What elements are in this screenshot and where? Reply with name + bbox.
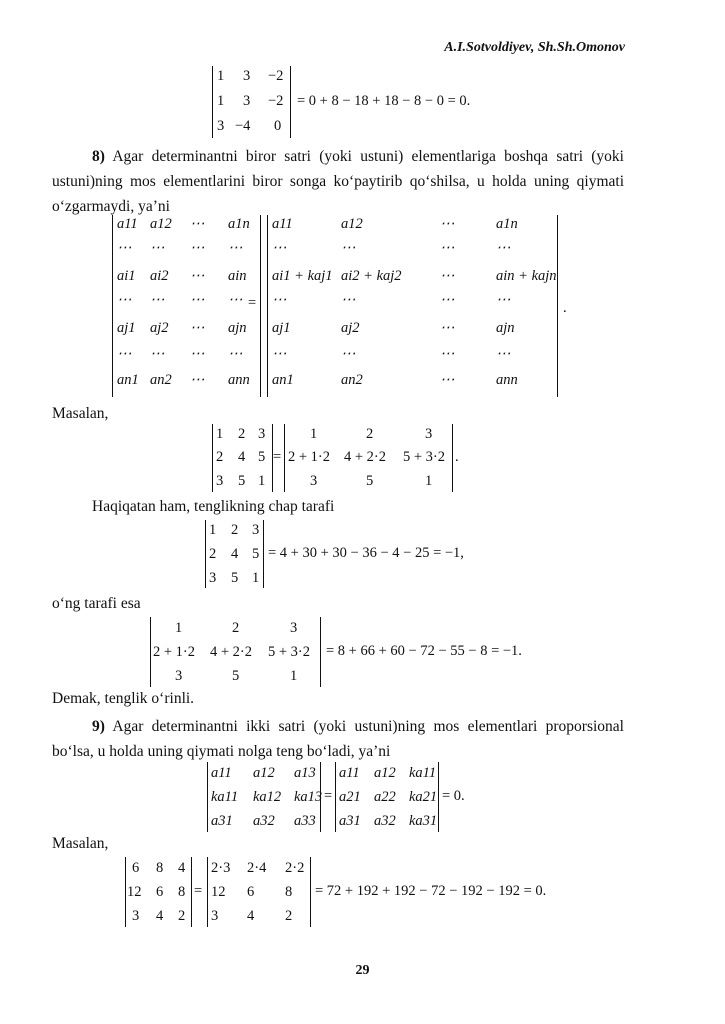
matrix-cell: a1n <box>496 216 518 232</box>
matrix-cell: a11 <box>211 765 232 781</box>
matrix-cell: ⋯ <box>228 346 243 362</box>
matrix-cell: 3 <box>209 570 217 586</box>
matrix-cell: 3 <box>132 908 140 924</box>
matrix-cell: ⋯ <box>190 240 205 256</box>
matrix-cell: 3 <box>211 908 219 924</box>
page-number: 29 <box>355 963 370 978</box>
matrix-cell: 4 <box>156 908 164 924</box>
matrix-cell: ⋯ <box>496 346 511 362</box>
matrix-cell: 1 <box>175 620 183 636</box>
matrix-cell: ka31 <box>409 813 438 829</box>
matrix-cell: 4 <box>247 908 255 924</box>
matrix-cell: 3 <box>216 473 224 489</box>
matrix-cell: a12 <box>374 765 396 781</box>
matrix-cell: ⋯ <box>190 268 205 284</box>
matrix-cell: 2·3 <box>211 860 231 876</box>
matrix-cell: a33 <box>294 813 316 829</box>
matrix-cell: ⋯ <box>190 320 205 336</box>
matrix-cell: 12 <box>127 884 142 900</box>
matrix-cell: 3 <box>252 522 260 538</box>
matrix-cell: 6 <box>132 860 140 876</box>
matrix-cell: 4 <box>238 449 246 465</box>
matrix-cell: ann <box>228 372 250 388</box>
matrix-cell: ai1 + kaj1 <box>272 268 333 284</box>
matrix-cell: 5 <box>252 546 260 562</box>
matrix-cell: 12 <box>211 884 226 900</box>
matrix-cell: ⋯ <box>150 240 165 256</box>
running-header: A.I.Sotvoldiyev, Sh.Sh.Omonov <box>444 40 625 55</box>
matrix-cell: ⋯ <box>440 216 455 232</box>
matrix-cell: ⋯ <box>190 346 205 362</box>
matrix-cell: 3 <box>425 426 433 442</box>
equals-sign: = <box>194 883 203 899</box>
matrix-cell: ain + kajn <box>496 268 557 284</box>
matrix-cell: 3 <box>243 68 251 84</box>
matrix-cell: ⋯ <box>117 292 132 308</box>
matrix-cell: 3 <box>217 118 225 134</box>
matrix-cell: −4 <box>235 118 251 134</box>
matrix-cell: 5 <box>231 570 239 586</box>
matrix-cell: 2 <box>285 908 293 924</box>
matrix-cell: ⋯ <box>150 346 165 362</box>
property-text: Agar determinantni ikki satri (yoki ustuni)ning mos elementlari proporsional bo‘lsa, u holda uning qiymati nolga teng bo‘ladi, ya’ni <box>52 718 624 760</box>
property-number: 9) <box>92 718 105 735</box>
matrix-cell: aj1 <box>272 320 291 336</box>
matrix-cell: ⋯ <box>440 320 455 336</box>
ong-tarafi-line: o‘ng tarafi esa <box>52 595 141 612</box>
matrix-cell: 8 <box>285 884 293 900</box>
example9-result: = 72 + 192 + 192 − 72 − 192 − 192 = 0. <box>315 883 547 899</box>
equals-sign: = <box>273 449 282 465</box>
matrix-cell: 5 + 3·2 <box>403 449 446 465</box>
matrix-cell: 6 <box>156 884 164 900</box>
matrix-cell: ⋯ <box>228 292 243 308</box>
matrix-cell: 1 <box>258 473 266 489</box>
matrix-cell: 8 <box>178 884 186 900</box>
matrix-cell: 2·4 <box>247 860 267 876</box>
matrix-cell: ⋯ <box>190 292 205 308</box>
matrix-cell: a13 <box>294 765 316 781</box>
matrix-cell: a21 <box>339 789 361 805</box>
matrix-cell: ⋯ <box>272 346 287 362</box>
general-determinant-right <box>267 215 559 397</box>
matrix-cell: ⋯ <box>190 216 205 232</box>
matrix-cell: a31 <box>211 813 233 829</box>
matrix-cell: aj2 <box>341 320 360 336</box>
matrix-cell: 2 <box>238 426 246 442</box>
property-text: Agar determinantni biror satri (yoki ustuni) elementlariga boshqa satri (yoki ustuni)ning mos elementlarini biror songa ko‘paytirib qo‘shilsa, u holda uning qiymati o‘zgarmaydi, ya’ni <box>52 148 624 215</box>
matrix-cell: 8 <box>156 860 164 876</box>
matrix-cell: ⋯ <box>117 240 132 256</box>
matrix-cell: ⋯ <box>440 268 455 284</box>
period: . <box>563 300 567 316</box>
matrix-cell: 2 <box>232 620 240 636</box>
matrix-cell: 5 <box>232 668 240 684</box>
matrix-cell: 4 <box>178 860 186 876</box>
matrix-cell: 1 <box>425 473 433 489</box>
matrix-cell: ⋯ <box>150 292 165 308</box>
matrix-cell: 4 + 2·2 <box>210 644 253 660</box>
matrix-cell: ka21 <box>409 789 438 805</box>
matrix-cell: 2 + 1·2 <box>153 644 196 660</box>
matrix-cell: a1n <box>228 216 250 232</box>
matrix-cell: ai1 <box>117 268 136 284</box>
matrix-cell: 5 + 3·2 <box>268 644 311 660</box>
matrix-cell: ajn <box>228 320 247 336</box>
matrix-cell: 1 <box>217 68 225 84</box>
matrix-cell: −2 <box>268 93 284 109</box>
matrix-cell: 3 <box>243 93 251 109</box>
property-number: 8) <box>92 148 105 165</box>
matrix-cell: 3 <box>258 426 266 442</box>
matrix-cell: ⋯ <box>341 292 356 308</box>
matrix-cell: −2 <box>268 68 284 84</box>
matrix-cell: 0 <box>274 118 282 134</box>
matrix-cell: ⋯ <box>341 240 356 256</box>
matrix-cell: a11 <box>272 216 293 232</box>
matrix-cell: 3 <box>310 473 318 489</box>
matrix-cell: a11 <box>339 765 360 781</box>
matrix-cell: ka11 <box>211 789 239 805</box>
matrix-cell: 1 <box>209 522 217 538</box>
matrix-cell: ai2 <box>150 268 169 284</box>
equals-sign: = <box>248 295 257 311</box>
matrix-cell: 1 <box>217 93 225 109</box>
matrix-cell: 1 <box>216 426 224 442</box>
matrix-cell: 3 <box>175 668 183 684</box>
matrix-cell: 1 <box>310 426 318 442</box>
equation-result: = 0 + 8 − 18 + 18 − 8 − 0 = 0. <box>297 93 471 109</box>
matrix-cell: 5 <box>366 473 374 489</box>
matrix-cell: ⋯ <box>117 346 132 362</box>
matrix-cell: ai2 + kaj2 <box>341 268 402 284</box>
matrix-cell: ⋯ <box>228 240 243 256</box>
equals-sign: = <box>324 788 333 804</box>
matrix-cell: 2 <box>216 449 224 465</box>
matrix-cell: aj2 <box>150 320 169 336</box>
masalan-label-2: Masalan, <box>52 835 109 852</box>
matrix-cell: 4 <box>231 546 239 562</box>
matrix-cell: 5 <box>238 473 246 489</box>
left-side-result: = 4 + 30 + 30 − 36 − 4 − 25 = −1, <box>268 545 464 561</box>
matrix-cell: a12 <box>150 216 172 232</box>
matrix-cell: ⋯ <box>440 372 455 388</box>
matrix-cell: 3 <box>290 620 298 636</box>
matrix-cell: 1 <box>290 668 298 684</box>
right-side-result: = 8 + 66 + 60 − 72 − 55 − 8 = −1. <box>326 643 522 659</box>
matrix-cell: ⋯ <box>440 292 455 308</box>
demak-line: Demak, tenglik o‘rinli. <box>52 690 195 707</box>
matrix-cell: a12 <box>341 216 363 232</box>
matrix-cell: a12 <box>253 765 275 781</box>
matrix-cell: ann <box>496 372 518 388</box>
matrix-cell: ⋯ <box>341 346 356 362</box>
matrix-cell: ka12 <box>253 789 282 805</box>
matrix-cell: ⋯ <box>272 292 287 308</box>
matrix-cell: a31 <box>339 813 361 829</box>
matrix-cell: a22 <box>374 789 396 805</box>
matrix-cell: ⋯ <box>496 240 511 256</box>
matrix-cell: ⋯ <box>440 346 455 362</box>
matrix-cell: 4 + 2·2 <box>344 449 387 465</box>
matrix-cell: an1 <box>272 372 294 388</box>
masalan-label: Masalan, <box>52 405 109 422</box>
matrix-cell: a32 <box>374 813 396 829</box>
matrix-cell: 5 <box>258 449 266 465</box>
general9-result: = 0. <box>442 788 465 804</box>
matrix-cell: an2 <box>150 372 172 388</box>
matrix-cell: ⋯ <box>190 372 205 388</box>
determinant-top <box>212 66 292 138</box>
matrix-cell: 2 <box>366 426 374 442</box>
matrix-cell: 2·2 <box>285 860 305 876</box>
matrix-cell: ka11 <box>409 765 437 781</box>
matrix-cell: 6 <box>247 884 255 900</box>
matrix-cell: 2 + 1·2 <box>288 449 331 465</box>
matrix-cell: a11 <box>117 216 138 232</box>
period: . <box>455 449 459 465</box>
matrix-cell: ⋯ <box>272 240 287 256</box>
matrix-cell: 1 <box>252 570 260 586</box>
matrix-cell: ⋯ <box>496 292 511 308</box>
matrix-cell: 2 <box>209 546 217 562</box>
matrix-cell: ajn <box>496 320 515 336</box>
matrix-cell: ka13 <box>294 789 323 805</box>
matrix-cell: ain <box>228 268 247 284</box>
matrix-cell: ⋯ <box>440 240 455 256</box>
matrix-cell: an1 <box>117 372 139 388</box>
matrix-cell: a32 <box>253 813 275 829</box>
matrix-cell: an2 <box>341 372 363 388</box>
property-9-paragraph <box>52 714 624 764</box>
matrix-cell: 2 <box>178 908 186 924</box>
matrix-cell: 2 <box>231 522 239 538</box>
haqiqatan-line: Haqiqatan ham, tenglikning chap tarafi <box>92 498 335 515</box>
property-8-paragraph <box>52 144 624 219</box>
matrix-cell: aj1 <box>117 320 136 336</box>
